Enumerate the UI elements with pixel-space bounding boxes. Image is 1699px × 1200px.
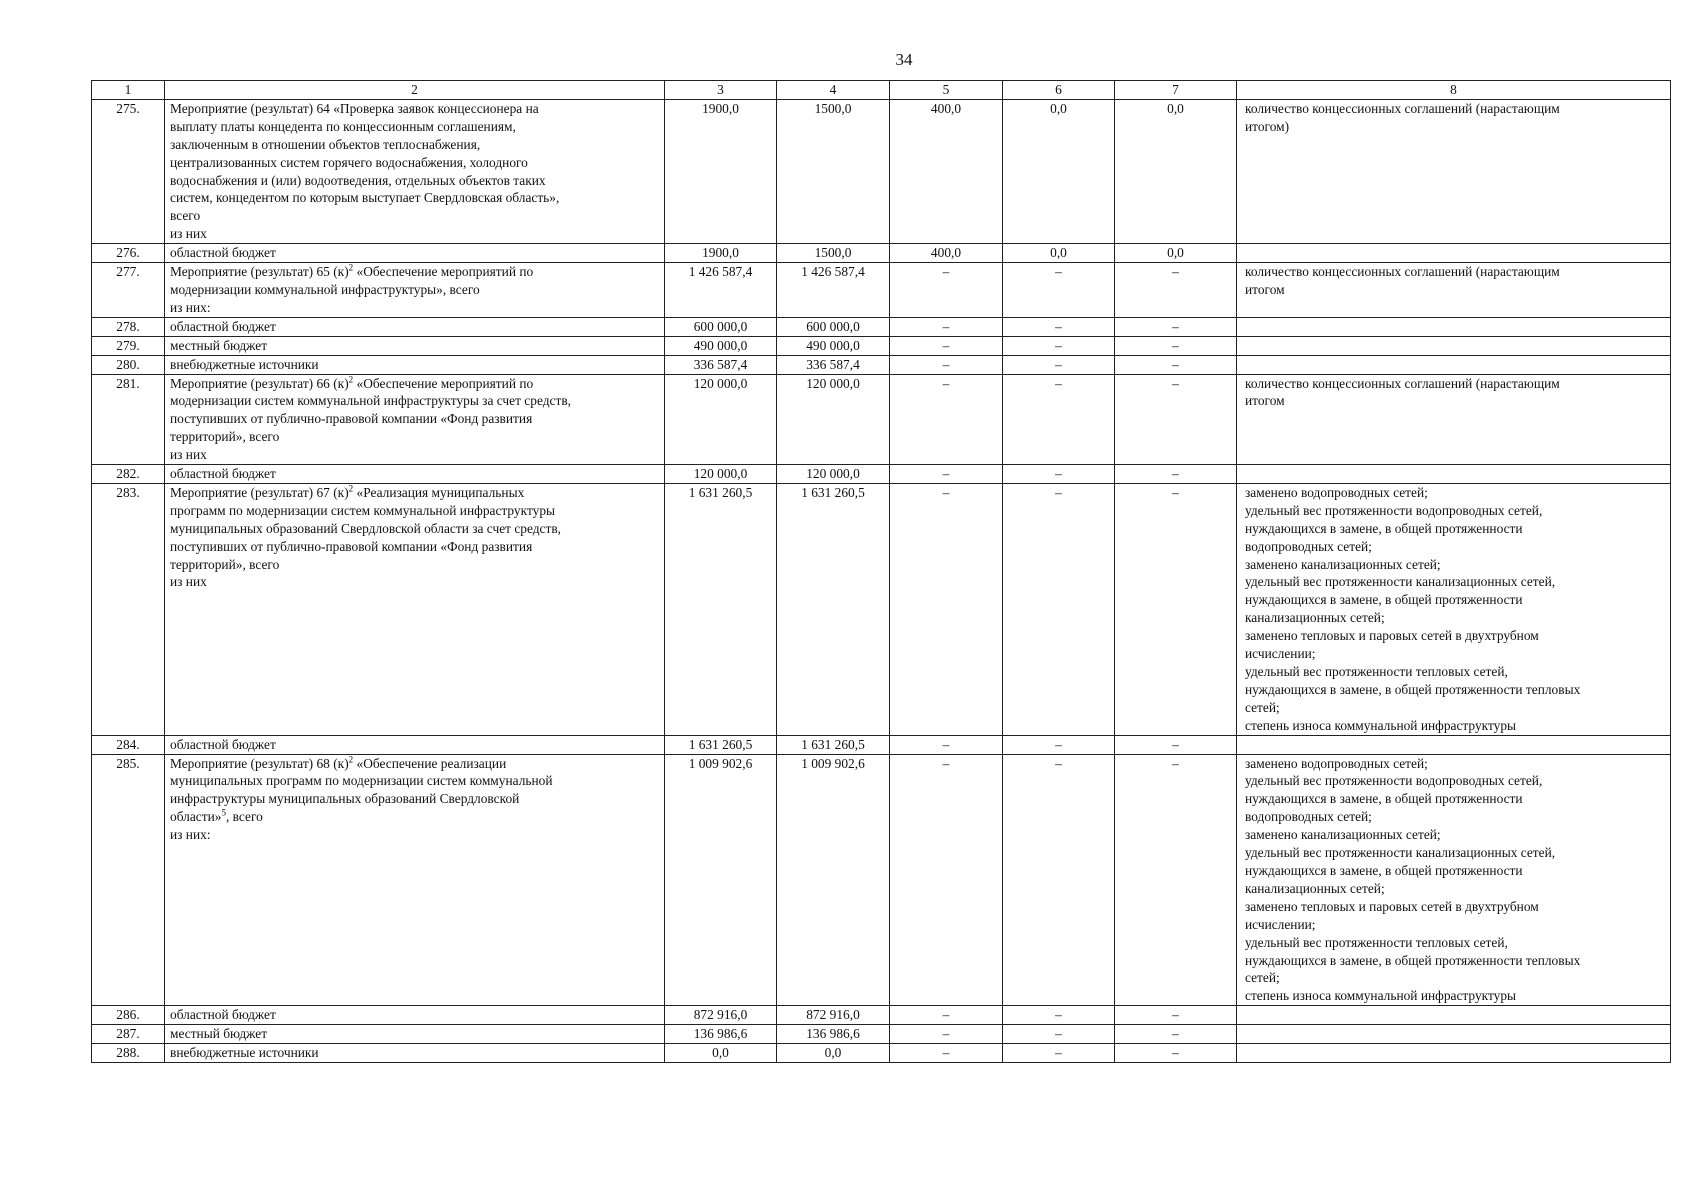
- name-line: [170, 337, 659, 355]
- row-name: [165, 99, 665, 243]
- result-cell: [1237, 336, 1671, 355]
- row-name: [165, 355, 665, 374]
- value-cell-c5: –: [890, 317, 1003, 336]
- result-cell: [1237, 317, 1671, 336]
- table-row: [92, 1044, 1671, 1063]
- value-cell-c5: –: [890, 1025, 1003, 1044]
- value-cell-c6: –: [1003, 1006, 1115, 1025]
- name-line-text: систем, концедентом по которым выступает Свердловская область»,: [170, 190, 560, 206]
- result-line: канализационных сетей;: [1245, 880, 1385, 896]
- name-line-text: местный бюджет: [170, 1026, 268, 1042]
- value-cell-c6: 0,0: [1003, 99, 1115, 243]
- value-cell-c4: 1 631 260,5: [777, 735, 890, 754]
- table-row: [92, 754, 1671, 1006]
- row-name: [165, 317, 665, 336]
- table-row: [92, 1006, 1671, 1025]
- name-line: [170, 207, 659, 225]
- name-line-text: инфраструктуры муниципальных образований Свердловской: [170, 791, 520, 807]
- result-line: нуждающихся в замене, в общей протяженности тепловых: [1245, 681, 1581, 697]
- row-name: [165, 754, 665, 1006]
- row-name: [165, 1025, 665, 1044]
- value-cell-c5: –: [890, 1044, 1003, 1063]
- row-name: [165, 465, 665, 484]
- value-cell-c4: 490 000,0: [777, 336, 890, 355]
- name-line-text: централизованных систем горячего водоснабжения, холодного: [170, 154, 528, 170]
- table-row: [92, 263, 1671, 318]
- header-col-1: 1: [92, 81, 165, 100]
- result-line: нуждающихся в замене, в общей протяженности: [1245, 791, 1523, 807]
- footnote-marker: 2: [348, 374, 354, 385]
- row-number: 288.: [92, 1044, 165, 1063]
- value-cell-c7: –: [1115, 754, 1237, 1006]
- row-name: [165, 263, 665, 318]
- result-line: заменено канализационных сетей;: [1245, 827, 1441, 843]
- value-cell-c7: –: [1115, 483, 1237, 735]
- result-line: заменено тепловых и паровых сетей в двухтрубном: [1245, 628, 1539, 644]
- value-cell-c5: –: [890, 754, 1003, 1006]
- result-line: удельный вес протяженности канализационных сетей,: [1245, 845, 1556, 861]
- value-cell-c4: 872 916,0: [777, 1006, 890, 1025]
- value-cell-c3: 120 000,0: [665, 374, 777, 465]
- result-line: удельный вес протяженности тепловых сетей,: [1245, 934, 1508, 950]
- name-line-text: «Обеспечение реализации: [353, 755, 507, 771]
- name-line-text: внебюджетные источники: [170, 356, 319, 372]
- value-cell-c3: 872 916,0: [665, 1006, 777, 1025]
- value-cell-c4: 136 986,6: [777, 1025, 890, 1044]
- value-cell-c4: 1500,0: [777, 99, 890, 243]
- result-line: степень износа коммунальной инфраструктуры: [1245, 988, 1517, 1004]
- name-line-text: «Обеспечение мероприятий по: [353, 264, 534, 280]
- result-line: нуждающихся в замене, в общей протяженности: [1245, 520, 1523, 536]
- result-line: заменено водопроводных сетей;: [1245, 755, 1428, 771]
- result-cell: [1237, 754, 1671, 1006]
- value-cell-c7: –: [1115, 336, 1237, 355]
- row-number: 283.: [92, 483, 165, 735]
- value-cell-c3: 1900,0: [665, 99, 777, 243]
- name-line-text: водоснабжения и (или) водоотведения, отдельных объектов таких: [170, 172, 546, 188]
- name-line: [170, 520, 659, 538]
- value-cell-c7: –: [1115, 374, 1237, 465]
- table-row: [92, 465, 1671, 484]
- name-line-text: «Обеспечение мероприятий по: [353, 375, 534, 391]
- value-cell-c5: –: [890, 374, 1003, 465]
- header-col-6: 6: [1003, 81, 1115, 100]
- name-line-text: областной бюджет: [170, 318, 276, 334]
- name-line: [170, 172, 659, 190]
- name-line: [170, 573, 659, 591]
- result-cell: [1237, 1006, 1671, 1025]
- value-cell-c7: –: [1115, 317, 1237, 336]
- value-cell-c3: 1 009 902,6: [665, 754, 777, 1006]
- name-line: [170, 556, 659, 574]
- name-line: [170, 1006, 659, 1024]
- name-line-text: выплату платы концедента по концессионным соглашениям,: [170, 118, 516, 134]
- name-line-text: всего: [170, 208, 201, 224]
- value-cell-c3: 120 000,0: [665, 465, 777, 484]
- name-line-text: из них: [170, 447, 207, 463]
- result-line: заменено канализационных сетей;: [1245, 556, 1441, 572]
- name-line-text: внебюджетные источники: [170, 1045, 319, 1061]
- result-cell: [1237, 1025, 1671, 1044]
- row-number: 286.: [92, 1006, 165, 1025]
- footnote-marker: 2: [348, 754, 354, 765]
- row-number: 275.: [92, 99, 165, 243]
- row-number: 287.: [92, 1025, 165, 1044]
- budget-table: [91, 80, 1671, 1063]
- result-line: удельный вес протяженности тепловых сетей,: [1245, 664, 1508, 679]
- name-line: [170, 826, 659, 844]
- table-row: [92, 244, 1671, 263]
- row-number: 279.: [92, 336, 165, 355]
- result-cell: [1237, 483, 1671, 735]
- name-line: [170, 318, 659, 336]
- name-line: [170, 502, 659, 520]
- result-line: удельный вес протяженности водопроводных сетей,: [1245, 502, 1543, 518]
- name-line-text: области»: [170, 809, 222, 825]
- name-line-text: областной бюджет: [170, 466, 276, 482]
- name-line-text: «Реализация муниципальных: [353, 484, 525, 500]
- row-name: [165, 483, 665, 735]
- name-line: [170, 281, 659, 299]
- name-line-text: областной бюджет: [170, 736, 276, 752]
- result-line: степень износа коммунальной инфраструктуры: [1245, 717, 1517, 733]
- row-number: 278.: [92, 317, 165, 336]
- value-cell-c5: 400,0: [890, 244, 1003, 263]
- value-cell-c7: –: [1115, 1025, 1237, 1044]
- name-line-text: областной бюджет: [170, 1007, 276, 1023]
- name-line-text: областной бюджет: [170, 245, 276, 261]
- value-cell-c3: 600 000,0: [665, 317, 777, 336]
- result-line: удельный вес протяженности канализационных сетей,: [1245, 574, 1556, 590]
- row-number: 285.: [92, 754, 165, 1006]
- name-line-text: заключенным в отношении объектов теплоснабжения,: [170, 136, 481, 152]
- result-cell: [1237, 244, 1671, 263]
- value-cell-c4: 1 009 902,6: [777, 754, 890, 1006]
- header-col-5: 5: [890, 81, 1003, 100]
- table-row: [92, 336, 1671, 355]
- table-row: [92, 99, 1671, 243]
- row-number: 281.: [92, 374, 165, 465]
- name-line-text: поступивших от публично-правовой компании «Фонд развития: [170, 411, 533, 427]
- result-line: сетей;: [1245, 699, 1280, 715]
- value-cell-c5: –: [890, 465, 1003, 484]
- value-cell-c4: 1500,0: [777, 244, 890, 263]
- value-cell-c7: –: [1115, 355, 1237, 374]
- name-line: [170, 189, 659, 207]
- value-cell-c5: –: [890, 1006, 1003, 1025]
- name-line: [170, 392, 659, 410]
- name-line-text: из них: [170, 574, 207, 590]
- row-number: 276.: [92, 244, 165, 263]
- value-cell-c3: 1 631 260,5: [665, 735, 777, 754]
- page-number: 34: [895, 50, 913, 69]
- name-line-text: местный бюджет: [170, 337, 268, 353]
- header-col-4: 4: [777, 81, 890, 100]
- table-row: [92, 355, 1671, 374]
- value-cell-c5: 400,0: [890, 99, 1003, 243]
- name-line-text: муниципальных программ по модернизации систем коммунальной: [170, 773, 553, 789]
- name-line-text: Мероприятие (результат) 68 (к): [170, 755, 349, 771]
- value-cell-c7: 0,0: [1115, 99, 1237, 243]
- row-name: [165, 336, 665, 355]
- table-row: [92, 1025, 1671, 1044]
- value-cell-c4: 1 426 587,4: [777, 263, 890, 318]
- result-line: нуждающихся в замене, в общей протяженности тепловых: [1245, 952, 1581, 968]
- name-line: [170, 410, 659, 428]
- header-col-2: 2: [165, 81, 665, 100]
- value-cell-c4: 120 000,0: [777, 465, 890, 484]
- result-line: водопроводных сетей;: [1245, 538, 1372, 554]
- result-line: количество концессионных соглашений (нарастающим: [1245, 100, 1560, 116]
- value-cell-c3: 490 000,0: [665, 336, 777, 355]
- name-line: [170, 356, 659, 374]
- table-row: [92, 374, 1671, 465]
- header-col-7: 7: [1115, 81, 1237, 100]
- header-col-8: 8: [1237, 81, 1671, 100]
- value-cell-c7: –: [1115, 735, 1237, 754]
- name-line: [170, 154, 659, 172]
- row-number: 280.: [92, 355, 165, 374]
- result-line: количество концессионных соглашений (нарастающим: [1245, 375, 1560, 391]
- result-line: заменено водопроводных сетей;: [1245, 484, 1428, 500]
- value-cell-c4: 1 631 260,5: [777, 483, 890, 735]
- result-cell: [1237, 465, 1671, 484]
- result-line: итогом: [1245, 281, 1285, 297]
- value-cell-c6: –: [1003, 355, 1115, 374]
- value-cell-c6: –: [1003, 336, 1115, 355]
- result-line: итогом: [1245, 393, 1285, 409]
- result-cell: [1237, 355, 1671, 374]
- name-line: [170, 790, 659, 808]
- value-cell-c7: –: [1115, 263, 1237, 318]
- name-line: [170, 1025, 659, 1043]
- value-cell-c6: –: [1003, 754, 1115, 1006]
- name-line-text: модернизации систем коммунальной инфраструктуры за счет средств,: [170, 393, 571, 409]
- result-line: количество концессионных соглашений (нарастающим: [1245, 264, 1560, 280]
- row-number: 277.: [92, 263, 165, 318]
- name-line: [170, 772, 659, 790]
- row-number: 282.: [92, 465, 165, 484]
- result-line: заменено тепловых и паровых сетей в двухтрубном: [1245, 898, 1539, 914]
- name-line: [170, 755, 659, 773]
- value-cell-c5: –: [890, 263, 1003, 318]
- result-cell: [1237, 99, 1671, 243]
- value-cell-c4: 336 587,4: [777, 355, 890, 374]
- result-line: канализационных сетей;: [1245, 610, 1385, 626]
- table-header-row: [92, 81, 1671, 100]
- name-line-text: из них:: [170, 299, 211, 315]
- result-line: исчислении;: [1245, 916, 1316, 932]
- result-line: нуждающихся в замене, в общей протяженности: [1245, 862, 1523, 878]
- value-cell-c3: 1900,0: [665, 244, 777, 263]
- value-cell-c7: –: [1115, 1006, 1237, 1025]
- name-line-text: поступивших от публично-правовой компании «Фонд развития: [170, 538, 533, 554]
- value-cell-c7: 0,0: [1115, 244, 1237, 263]
- value-cell-c5: –: [890, 336, 1003, 355]
- name-line: [170, 1044, 659, 1062]
- name-line: [170, 446, 659, 464]
- value-cell-c7: –: [1115, 465, 1237, 484]
- footnote-marker: 2: [348, 262, 354, 273]
- value-cell-c4: 0,0: [777, 1044, 890, 1063]
- result-cell: [1237, 735, 1671, 754]
- name-line: [170, 375, 659, 393]
- row-name: [165, 1006, 665, 1025]
- name-line: [170, 484, 659, 502]
- result-line: удельный вес протяженности водопроводных сетей,: [1245, 773, 1543, 789]
- name-line-text: , всего: [225, 809, 263, 825]
- table-row: [92, 317, 1671, 336]
- value-cell-c6: –: [1003, 263, 1115, 318]
- name-line: [170, 136, 659, 154]
- value-cell-c6: 0,0: [1003, 244, 1115, 263]
- footnote-marker: 2: [348, 483, 354, 494]
- result-cell: [1237, 263, 1671, 318]
- row-name: [165, 374, 665, 465]
- name-line-text: программ по модернизации систем коммунальной инфраструктуры: [170, 502, 556, 518]
- row-name: [165, 735, 665, 754]
- value-cell-c6: –: [1003, 317, 1115, 336]
- row-name: [165, 244, 665, 263]
- name-line-text: из них:: [170, 827, 211, 843]
- table-row: [92, 735, 1671, 754]
- name-line-text: из них: [170, 226, 207, 242]
- row-name: [165, 1044, 665, 1063]
- value-cell-c7: –: [1115, 1044, 1237, 1063]
- value-cell-c3: 1 426 587,4: [665, 263, 777, 318]
- name-line-text: территорий», всего: [170, 429, 280, 445]
- name-line-text: Мероприятие (результат) 67 (к): [170, 484, 349, 500]
- value-cell-c6: –: [1003, 465, 1115, 484]
- value-cell-c5: –: [890, 483, 1003, 735]
- name-line-text: Мероприятие (результат) 64 «Проверка заявок концессионера на: [170, 100, 539, 116]
- name-line-text: модернизации коммунальной инфраструктуры», всего: [170, 281, 480, 297]
- result-line: исчислении;: [1245, 646, 1316, 662]
- name-line-text: территорий», всего: [170, 556, 280, 572]
- value-cell-c3: 1 631 260,5: [665, 483, 777, 735]
- name-line: [170, 808, 659, 826]
- name-line: [170, 465, 659, 483]
- value-cell-c6: –: [1003, 735, 1115, 754]
- value-cell-c4: 120 000,0: [777, 374, 890, 465]
- result-cell: [1237, 374, 1671, 465]
- name-line: [170, 244, 659, 262]
- value-cell-c5: –: [890, 355, 1003, 374]
- value-cell-c6: –: [1003, 1044, 1115, 1063]
- result-cell: [1237, 1044, 1671, 1063]
- value-cell-c5: –: [890, 735, 1003, 754]
- name-line-text: Мероприятие (результат) 65 (к): [170, 264, 349, 280]
- value-cell-c6: –: [1003, 1025, 1115, 1044]
- name-line: [170, 428, 659, 446]
- value-cell-c3: 136 986,6: [665, 1025, 777, 1044]
- table-row: [92, 483, 1671, 735]
- value-cell-c3: 336 587,4: [665, 355, 777, 374]
- name-line-text: муниципальных образований Свердловской области за счет средств,: [170, 520, 562, 536]
- result-line: итогом): [1245, 118, 1290, 134]
- result-line: нуждающихся в замене, в общей протяженности: [1245, 592, 1523, 608]
- name-line: [170, 100, 659, 118]
- header-col-3: 3: [665, 81, 777, 100]
- row-number: 284.: [92, 735, 165, 754]
- name-line: [170, 263, 659, 281]
- footnote-marker: 5: [221, 807, 226, 818]
- name-line: [170, 225, 659, 243]
- name-line: [170, 299, 659, 317]
- value-cell-c6: –: [1003, 483, 1115, 735]
- value-cell-c6: –: [1003, 374, 1115, 465]
- name-line: [170, 736, 659, 754]
- result-line: водопроводных сетей;: [1245, 809, 1372, 825]
- value-cell-c3: 0,0: [665, 1044, 777, 1063]
- name-line: [170, 118, 659, 136]
- value-cell-c4: 600 000,0: [777, 317, 890, 336]
- result-line: сетей;: [1245, 970, 1280, 986]
- name-line-text: Мероприятие (результат) 66 (к): [170, 375, 349, 391]
- name-line: [170, 538, 659, 556]
